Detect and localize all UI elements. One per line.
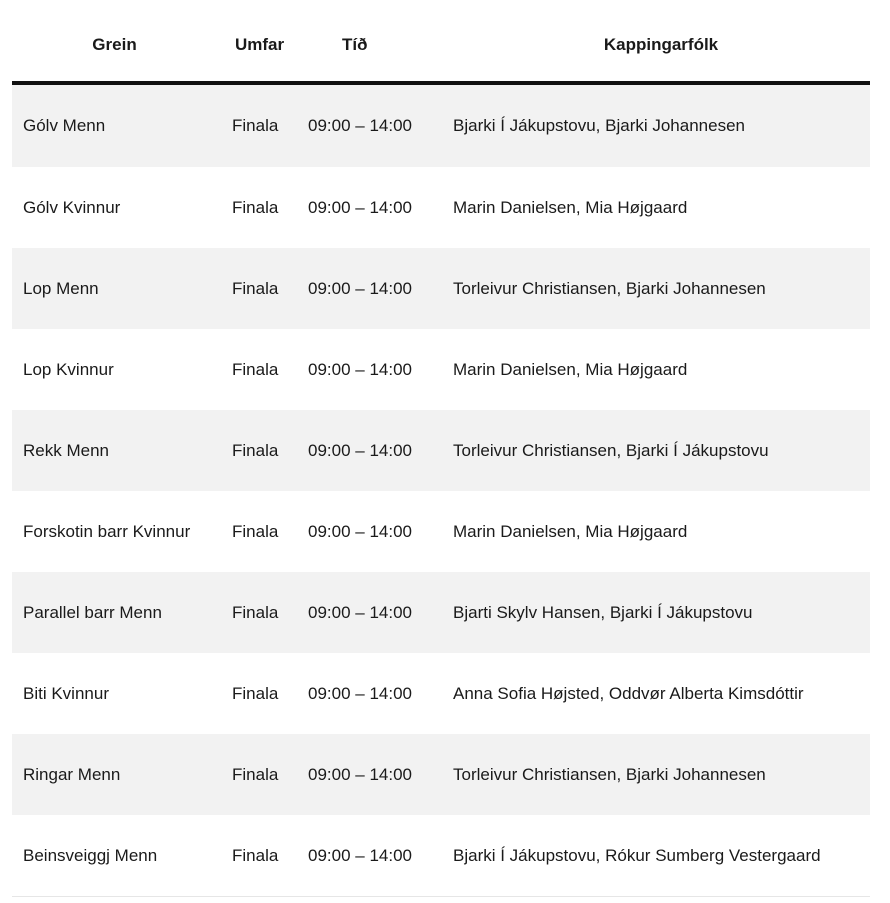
table-header bbox=[12, 8, 870, 83]
cell-grein: Biti Kvinnur bbox=[23, 683, 109, 703]
table-row bbox=[12, 572, 870, 653]
header-tid: Tíð bbox=[298, 8, 442, 83]
cell-umfar: Finala bbox=[232, 359, 279, 379]
table-row bbox=[12, 491, 870, 572]
cell-kappingarfolk: Torleivur Christiansen, Bjarki Johannesen bbox=[442, 734, 870, 815]
cell-kappingarfolk: Bjarti Skylv Hansen, Bjarki Í Jákupstovu bbox=[442, 572, 870, 653]
cell-umfar: Finala bbox=[221, 815, 298, 897]
header-kappingarfolk: Kappingarfólk bbox=[442, 8, 870, 83]
cell-umfar: Finala bbox=[221, 734, 298, 815]
cell-tid: 09:00 – 14:00 bbox=[298, 734, 442, 815]
cell-umfar: Finala bbox=[221, 572, 298, 653]
cell-tid: 09:00 – 14:00 bbox=[298, 83, 442, 167]
cell-kappingarfolk: Bjarki Í Jákupstovu, Bjarki Johannesen bbox=[442, 83, 870, 167]
table-row bbox=[12, 734, 870, 815]
cell-umfar: Finala bbox=[221, 248, 298, 329]
cell-kappingarfolk: Torleivur Christiansen, Bjarki Í Jákupstovu bbox=[442, 410, 870, 491]
cell-umfar: Finala bbox=[232, 521, 279, 541]
header-grein: Grein bbox=[12, 8, 221, 83]
cell-tid: 09:00 – 14:00 bbox=[308, 683, 412, 703]
cell-umfar: Finala bbox=[221, 410, 298, 491]
cell-kappingarfolk: Marin Danielsen, Mia Højgaard bbox=[453, 197, 688, 217]
cell-kappingarfolk: Marin Danielsen, Mia Højgaard bbox=[453, 359, 688, 379]
cell-kappingarfolk: Bjarki Í Jákupstovu, Rókur Sumberg Vestergaard bbox=[442, 815, 870, 897]
cell-tid: 09:00 – 14:00 bbox=[298, 572, 442, 653]
table-row bbox=[12, 248, 870, 329]
table-row bbox=[12, 410, 870, 491]
table-row bbox=[12, 329, 870, 410]
cell-kappingarfolk: Marin Danielsen, Mia Højgaard bbox=[453, 521, 688, 541]
cell-tid: 09:00 – 14:00 bbox=[298, 815, 442, 897]
cell-umfar: Finala bbox=[221, 83, 298, 167]
table-row bbox=[12, 653, 870, 734]
cell-kappingarfolk: Anna Sofia Højsted, Oddvør Alberta Kimsdóttir bbox=[453, 683, 804, 703]
cell-tid: 09:00 – 14:00 bbox=[298, 248, 442, 329]
cell-tid: 09:00 – 14:00 bbox=[298, 410, 442, 491]
header-umfar: Umfar bbox=[221, 8, 298, 83]
cell-grein: Gólv Kvinnur bbox=[23, 197, 121, 217]
cell-grein: Forskotin barr Kvinnur bbox=[23, 521, 191, 541]
table-row bbox=[12, 815, 870, 897]
table-row bbox=[12, 83, 870, 167]
cell-grein: Lop Kvinnur bbox=[23, 359, 114, 379]
schedule-table bbox=[12, 8, 870, 897]
table-body bbox=[12, 83, 870, 897]
cell-grein: Rekk Menn bbox=[12, 410, 221, 491]
cell-umfar: Finala bbox=[232, 197, 279, 217]
cell-kappingarfolk: Torleivur Christiansen, Bjarki Johannesen bbox=[442, 248, 870, 329]
cell-tid: 09:00 – 14:00 bbox=[308, 359, 412, 379]
table-row bbox=[12, 167, 870, 248]
cell-tid: 09:00 – 14:00 bbox=[308, 521, 412, 541]
cell-grein: Beinsveiggj Menn bbox=[12, 815, 221, 897]
cell-tid: 09:00 – 14:00 bbox=[308, 197, 412, 217]
cell-grein: Gólv Menn bbox=[12, 83, 221, 167]
cell-umfar: Finala bbox=[232, 683, 279, 703]
header-row bbox=[12, 8, 870, 83]
cell-grein: Parallel barr Menn bbox=[12, 572, 221, 653]
cell-grein: Lop Menn bbox=[12, 248, 221, 329]
cell-grein: Ringar Menn bbox=[12, 734, 221, 815]
